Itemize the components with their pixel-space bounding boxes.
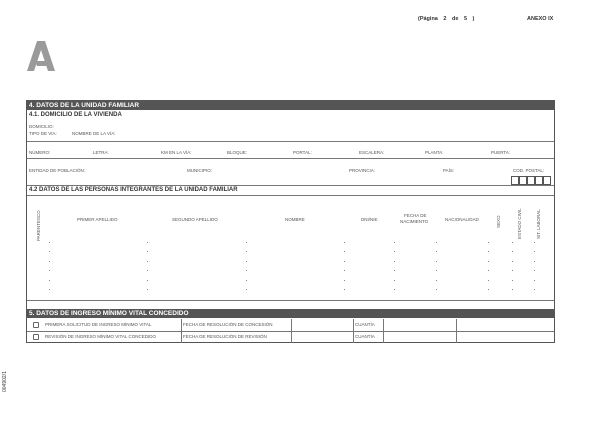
divider xyxy=(27,185,554,186)
planta-field[interactable]: PLANTA: xyxy=(425,150,444,155)
row-marker xyxy=(534,270,535,271)
junta-logo-icon xyxy=(27,41,59,71)
entidad-field[interactable]: ENTIDAD DE POBLACIÓN: xyxy=(29,168,86,173)
row-marker xyxy=(394,261,395,262)
row-marker xyxy=(436,261,437,262)
fecha-concesion-label: FECHA DE RESOLUCIÓN DE CONCESIÓN xyxy=(183,322,273,327)
col-nombre: NOMBRE xyxy=(285,217,305,222)
row-marker xyxy=(147,270,148,271)
page-open: (Página xyxy=(418,16,438,22)
primera-solicitud-checkbox[interactable] xyxy=(33,322,39,328)
col-sexo: SEXO xyxy=(496,215,501,228)
cod-postal-digit-box[interactable] xyxy=(511,176,519,185)
row-marker xyxy=(534,242,535,243)
row-marker xyxy=(344,242,345,243)
escalera-field[interactable]: ESCALERA: xyxy=(359,150,385,155)
row-marker xyxy=(49,242,50,243)
divider xyxy=(27,141,554,142)
provincia-field[interactable]: PROVINCIA: xyxy=(349,168,376,173)
col-fecha-line1: FECHA DE xyxy=(404,213,427,218)
cuantia-label: CUANTÍA xyxy=(355,334,375,339)
row-marker xyxy=(246,251,247,252)
col-estado-civil: ESTADO CIVIL xyxy=(517,208,522,239)
row-marker xyxy=(147,280,148,281)
row-marker xyxy=(147,251,148,252)
row-marker xyxy=(488,289,489,290)
row-marker xyxy=(394,242,395,243)
row-marker xyxy=(534,280,535,281)
row-marker xyxy=(49,270,50,271)
row-marker xyxy=(436,242,437,243)
subsection-personas-title: 4.2 DATOS DE LAS PERSONAS INTEGRANTES DE LA UNIDAD FAMILIAR xyxy=(29,187,238,193)
row-marker xyxy=(246,270,247,271)
cuantia-label: CUANTÍA xyxy=(355,322,375,327)
annex-label: ANEXO IX xyxy=(527,16,554,22)
row-marker xyxy=(246,242,247,243)
side-code: 004902/1 xyxy=(2,371,8,392)
divider xyxy=(27,195,554,196)
tipo-via-field[interactable]: TIPO DE VÍA: xyxy=(29,131,57,136)
col-sit-laboral: SIT. LABORAL xyxy=(536,209,541,239)
row-marker xyxy=(488,242,489,243)
row-marker xyxy=(394,270,395,271)
row-marker xyxy=(512,242,513,243)
primera-solicitud-label: PRIMERA SOLICITUD DE INGRESO MÍNIMO VITAL xyxy=(45,322,152,327)
row-marker xyxy=(344,261,345,262)
row-marker xyxy=(436,270,437,271)
cod-postal-digit-box[interactable] xyxy=(535,176,543,185)
puerta-field[interactable]: PUERTA: xyxy=(491,150,511,155)
nombre-via-field[interactable]: NOMBRE DE LA VÍA: xyxy=(72,131,116,136)
col-parentesco: PARENTESCO xyxy=(36,210,41,241)
row-marker xyxy=(246,289,247,290)
row-marker xyxy=(534,289,535,290)
row-marker xyxy=(394,280,395,281)
col-dni: DNI/NIE xyxy=(361,217,378,222)
row-marker xyxy=(147,261,148,262)
row-marker xyxy=(394,251,395,252)
row-marker xyxy=(512,261,513,262)
divider xyxy=(27,158,554,159)
row-marker xyxy=(512,289,513,290)
row-marker xyxy=(394,289,395,290)
row-marker xyxy=(246,261,247,262)
row-marker xyxy=(488,270,489,271)
page-close: ) xyxy=(472,16,475,22)
divider xyxy=(27,300,554,301)
row-marker xyxy=(436,289,437,290)
portal-field[interactable]: PORTAL: xyxy=(293,150,312,155)
row-marker xyxy=(344,289,345,290)
row-marker xyxy=(147,289,148,290)
row-marker xyxy=(436,280,437,281)
col-fecha-line2: NACIMIENTO xyxy=(400,219,429,224)
row-marker xyxy=(49,280,50,281)
row-marker xyxy=(488,261,489,262)
form-frame xyxy=(26,100,555,343)
page-total: 5 xyxy=(463,16,468,22)
fecha-revision-label: FECHA DE RESOLUCIÓN DE REVISIÓN xyxy=(183,334,267,339)
municipio-field[interactable]: MUNICIPIO: xyxy=(187,168,213,173)
row-marker xyxy=(344,270,345,271)
letra-field[interactable]: LETRA: xyxy=(93,150,109,155)
row-marker xyxy=(344,251,345,252)
row-marker xyxy=(534,261,535,262)
row-marker xyxy=(488,280,489,281)
row-marker xyxy=(49,261,50,262)
row-marker xyxy=(512,270,513,271)
subsection-domicilio-title: 4.1. DOMICILIO DE LA VIVIENDA xyxy=(29,112,122,118)
row-marker xyxy=(49,289,50,290)
col-segundo-apellido: SEGUNDO APELLIDO xyxy=(172,217,218,222)
numero-field[interactable]: NÚMERO: xyxy=(29,150,51,155)
row-marker xyxy=(344,280,345,281)
revision-checkbox[interactable] xyxy=(33,334,39,340)
divider xyxy=(27,331,554,332)
cod-postal-digit-box[interactable] xyxy=(519,176,527,185)
domicilio-label: DOMICILIO: xyxy=(29,124,54,129)
bloque-field[interactable]: BLOQUE: xyxy=(227,150,248,155)
km-field[interactable]: KM EN LA VÍA: xyxy=(161,150,192,155)
row-marker xyxy=(436,251,437,252)
section5-header: 5. DATOS DE INGRESO MÍNIMO VITAL CONCEDIDO xyxy=(27,309,554,318)
cod-postal-digit-box[interactable] xyxy=(527,176,535,185)
page-indicator xyxy=(418,16,478,22)
revision-label: REVISIÓN DE INGRESO MÍNIMO VITAL CONCEDIDO xyxy=(45,334,157,339)
cod-postal-digit-box[interactable] xyxy=(543,176,551,185)
row-marker xyxy=(512,251,513,252)
col-primer-apellido: PRIMER APELLIDO xyxy=(77,217,118,222)
col-nacionalidad: NACIONALIDAD xyxy=(445,217,479,222)
row-marker xyxy=(147,242,148,243)
row-marker xyxy=(488,251,489,252)
row-marker xyxy=(246,280,247,281)
row-marker xyxy=(49,251,50,252)
cod-postal-label: COD. POSTAL: xyxy=(513,168,545,173)
section4-header: 4. DATOS DE LA UNIDAD FAMILIAR xyxy=(27,101,554,110)
row-marker xyxy=(512,280,513,281)
page-current: 2 xyxy=(443,16,447,22)
page-de: de xyxy=(452,16,459,22)
row-marker xyxy=(534,251,535,252)
pais-field[interactable]: PAÍS: xyxy=(443,168,455,173)
